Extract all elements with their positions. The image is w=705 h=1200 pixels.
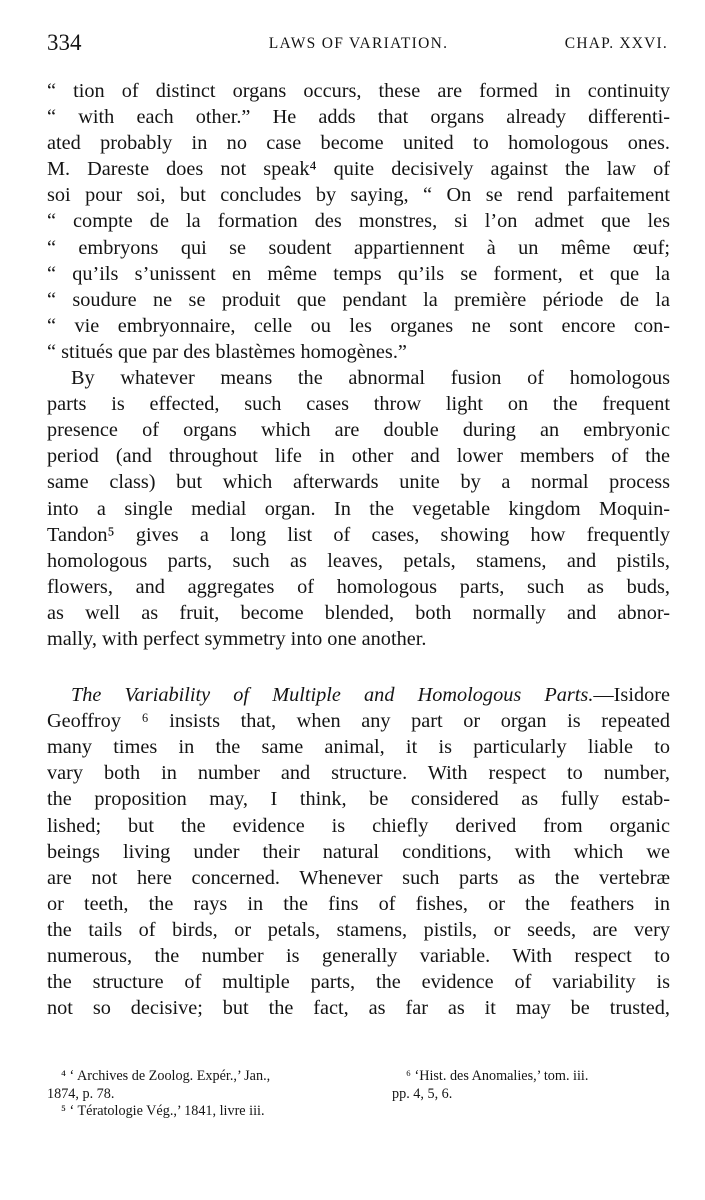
text-line: “ vie embryonnaire, celle ou les organes ne sont encore con- <box>47 314 670 337</box>
text-line: numerous, the number is generally variable. With respect to <box>47 945 670 967</box>
text-line: as well as fruit, become blended, both normally and abnor- <box>47 601 670 624</box>
text-line: into a single medial organ. In the vegetable kingdom Moquin- <box>47 497 670 520</box>
running-title: LAWS OF VARIATION. <box>268 35 449 52</box>
page-number: 334 <box>47 30 82 55</box>
text-line: same class) but which afterwards unite by a normal process <box>47 471 670 494</box>
text-line: “ with each other.” He adds that organs already differenti- <box>47 106 670 129</box>
text-line: flowers, and aggregates of homologous parts, such as buds, <box>47 575 670 598</box>
text-line: vary both in number and structure. With respect to number, <box>47 762 670 785</box>
text-line: M. Dareste does not speak⁴ quite decisively against the law of <box>47 158 670 181</box>
text-line: are not here concerned. Whenever such parts as the vertebræ <box>47 866 670 889</box>
text-line: many times in the same animal, it is particularly liable to <box>47 736 670 759</box>
text-line: “ tion of distinct organs occurs, these are formed in continuity <box>47 80 670 102</box>
footnotes-right <box>392 1068 672 1103</box>
text-line: “ stitués que par des blastèmes homogènes.” <box>47 340 407 363</box>
text-line: the structure of multiple parts, the evidence of variability is <box>47 971 670 994</box>
section-first-line <box>47 682 670 708</box>
footnote-line: ⁵ ‘ Tératologie Vég.,’ 1841, livre iii. <box>61 1103 265 1119</box>
section-line-start: —Isidore <box>593 684 670 707</box>
text-line: lished; but the evidence is chiefly derived from organic <box>47 814 670 837</box>
text-line: mally, with perfect symmetry into one another. <box>47 627 427 650</box>
text-line: “ qu’ils s’unissent en même temps qu’ils se forment, et que la <box>47 262 670 285</box>
footnote-line: ⁴ ‘ Archives de Zoolog. Expér.,’ Jan., <box>61 1068 271 1084</box>
text-line: not so decisive; but the fact, as far as it may be trusted, <box>47 997 670 1020</box>
footnote-line: pp. 4, 5, 6. <box>392 1085 453 1102</box>
text-line: By whatever means the abnormal fusion of homologous <box>71 367 670 390</box>
text-line: beings living under their natural conditions, with which we <box>47 840 670 863</box>
text-line: “ soudure ne se produit que pendant la première période de la <box>47 288 670 311</box>
section-heading: The Variability of Multiple and Homologous Parts. <box>71 684 594 707</box>
text-line: “ compte de la formation des monstres, si l’on admet que les <box>47 210 670 233</box>
text-line: ated probably in no case become united to homologous ones. <box>47 132 670 155</box>
page-header <box>47 30 670 62</box>
footnote-line: 1874, p. 78. <box>47 1085 115 1102</box>
body-text <box>47 78 670 1021</box>
text-line: or teeth, the rays in the fins of fishes, or the feathers in <box>47 892 670 915</box>
text-line: presence of organs which are double during an embryonic <box>47 419 670 442</box>
text-line: Tandon⁵ gives a long list of cases, showing how frequently <box>47 523 670 546</box>
text-line: soi pour soi, but concludes by saying, “ On se rend parfaitement <box>47 184 670 207</box>
text-line: period (and throughout life in other and lower members of the <box>47 445 670 468</box>
footnotes-left <box>47 1068 357 1121</box>
text-line: the proposition may, I think, be considered as fully estab- <box>47 788 670 811</box>
text-line: parts is effected, such cases throw light on the frequent <box>47 393 670 416</box>
text-line: the tails of birds, or petals, stamens, pistils, or seeds, are very <box>47 918 670 941</box>
text-line: Geoffroy ⁶ insists that, when any part or organ is repeated <box>47 710 670 733</box>
chapter-label: CHAP. XXVI. <box>564 35 668 52</box>
text-line: homologous parts, such as leaves, petals, stamens, and pistils, <box>47 549 670 572</box>
footnote-line: ⁶ ‘Hist. des Anomalies,’ tom. iii. <box>406 1068 589 1084</box>
text-line: “ embryons qui se soudent appartiennent à un même œuf; <box>47 236 670 259</box>
